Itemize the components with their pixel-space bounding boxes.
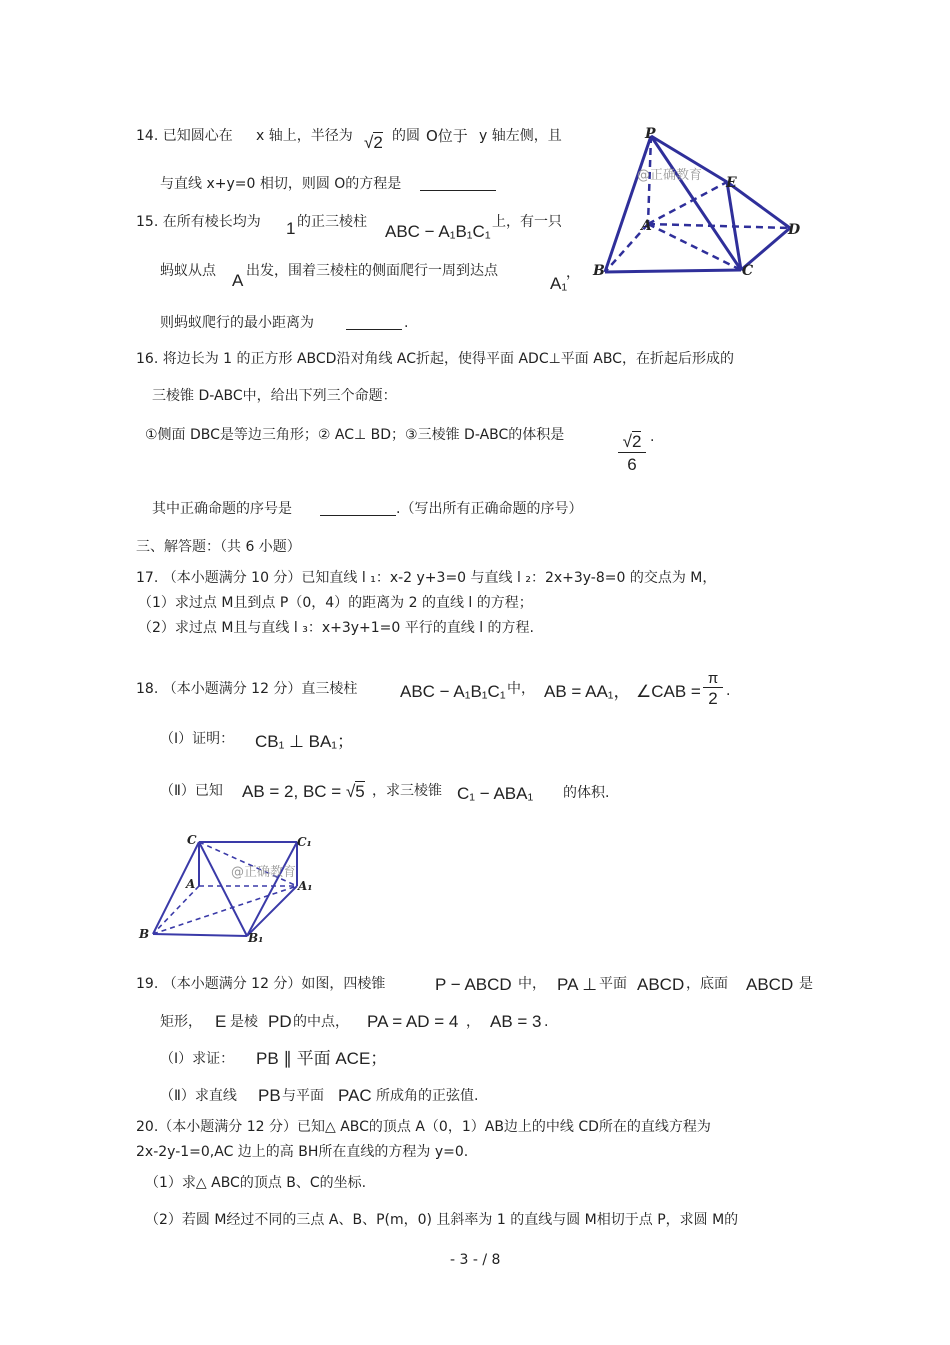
- q18-part2-label: （Ⅱ）已知: [160, 783, 223, 799]
- q14-text-e: y 轴左侧，且: [479, 128, 562, 144]
- q15-text-c: 上，有一只: [492, 214, 562, 230]
- q17-line1: 17. （本小题满分 10 分）已知直线 l ₁：x-2 y+3=0 与直线 l ₂：2x+3y-8=0 的交点为 M，: [136, 570, 717, 586]
- q20-line1: 20.（本小题满分 12 分）已知△ ABC的顶点 A（0，1）AB边上的中线 CD所在的直线方程为: [136, 1119, 711, 1135]
- q17-line3: （2）求过点 M且与直线 l ₃：x+3y+1=0 平行的直线 l 的方程.: [138, 620, 535, 636]
- q19-text-f: 矩形，: [160, 1014, 202, 1030]
- q19-part2-text-b: 与平面: [282, 1088, 324, 1104]
- q15-point-a: A: [232, 271, 244, 290]
- q16-answer-blank: [320, 503, 396, 516]
- q18-part2-text: ，求三棱锥: [372, 783, 442, 799]
- q16-volume-fraction: √2 6: [618, 432, 646, 477]
- q19-ab: AB = 3: [490, 1012, 542, 1031]
- q19-text-b: 中，: [518, 976, 546, 992]
- q14-text-a: 14. 已知圆心在: [136, 128, 233, 144]
- q19-pa-ad: PA = AD = 4: [367, 1012, 459, 1031]
- q15-text-a: 15. 在所有棱长均为: [136, 214, 261, 230]
- pyramid-label-p: P: [645, 126, 656, 142]
- prism-label-c1: C₁: [297, 835, 312, 849]
- pyramid-label-a: A: [641, 218, 652, 234]
- q15-point-a1: A₁: [550, 274, 568, 293]
- q15-comma: ，: [566, 265, 580, 281]
- q19-part2-text-c: 所成角的正弦值.: [376, 1088, 479, 1104]
- q16-line4-b: .（写出所有正确命题的序号）: [396, 501, 583, 517]
- q19-part2-label: （Ⅱ）求直线: [160, 1088, 237, 1104]
- q16-line2: 三棱锥 D-ABC中，给出下列三个命题：: [152, 388, 397, 404]
- prism-label-c: C: [187, 833, 197, 847]
- q19-text-h: 的中点，: [293, 1014, 349, 1030]
- prism-label-b1: B₁: [248, 931, 264, 945]
- pyramid-label-c: C: [742, 263, 754, 279]
- q19-pyramid: P − ABCD: [435, 975, 512, 994]
- q19-part2-pac: PAC: [338, 1086, 372, 1105]
- q18-pi-over-2: π 2: [703, 670, 723, 709]
- pyramid-watermark: @正确教育: [637, 168, 703, 183]
- q18-equality: AB = AA₁，: [544, 682, 631, 701]
- q14-answer-blank: [420, 178, 496, 191]
- q18-part2-pyramid: C₁ − ABA₁: [457, 784, 534, 803]
- q18-angle: ∠CAB =: [636, 682, 701, 701]
- q17-line2: （1）求过点 M且到点 P（0，4）的距离为 2 的直线 l 的方程；: [138, 595, 533, 611]
- pyramid-label-d: D: [788, 222, 801, 238]
- q16-line1: 16. 将边长为 1 的正方形 ABCD沿对角线 AC折起，使得平面 ADC⊥平面 ABC，在折起后形成的: [136, 351, 734, 367]
- pyramid-figure: [585, 122, 810, 282]
- q15-text-b: 的正三棱柱: [297, 214, 367, 230]
- q19-text-e: 是: [799, 976, 813, 992]
- q18-part2-expr: AB = 2, BC = √5: [242, 782, 365, 801]
- q16-line3: ①侧面 DBC是等边三角形；② AC⊥ BD；③三棱锥 D-ABC的体积是: [145, 427, 565, 443]
- q15-text-e: 出发，围着三棱柱的侧面爬行一周到达点: [246, 263, 498, 279]
- q14-text-d: O位于: [426, 127, 468, 145]
- pyramid-label-e: E: [726, 175, 737, 191]
- q20-line2: 2x-2y-1=0,AC 边上的高 BH所在直线的方程为 y=0.: [136, 1144, 469, 1160]
- q19-part1-expr: PB ∥ 平面 ACE；: [256, 1049, 388, 1068]
- q18-dot: .: [726, 683, 731, 699]
- q18-text-a: 18. （本小题满分 12 分）直三棱柱: [136, 681, 358, 697]
- q15-dot: .: [404, 315, 409, 331]
- q15-answer-blank: [346, 317, 402, 330]
- q19-pd: PD: [268, 1012, 292, 1031]
- q19-text-a: 19. （本小题满分 12 分）如图，四棱锥: [136, 976, 386, 992]
- q15-text-d: 蚂蚁从点: [160, 263, 216, 279]
- q18-text-b: 中，: [507, 681, 535, 697]
- q16-line4-a: 其中正确命题的序号是: [152, 501, 292, 517]
- section-title: 三、解答题：（共 6 小题）: [136, 539, 301, 555]
- q18-part1-expr: CB₁ ⊥ BA₁；: [255, 732, 355, 751]
- q19-dot: .: [544, 1014, 549, 1030]
- q15-edge-length: 1: [286, 219, 296, 238]
- q20-line4: （2）若圆 M经过不同的三点 A、B、P(m，0) 且斜率为 1 的直线与圆 M相切于点 P，求圆 M的: [145, 1212, 739, 1228]
- q20-line3: （1）求△ ABC的顶点 B、C的坐标.: [145, 1175, 367, 1191]
- q18-part2-end: 的体积.: [563, 785, 610, 801]
- q19-text-d: ，底面: [686, 976, 728, 992]
- q19-part2-pb: PB: [258, 1086, 281, 1105]
- q15-prism: ABC − A₁B₁C₁: [385, 222, 491, 241]
- q19-part1-label: （Ⅰ）求证：: [160, 1051, 235, 1067]
- page-number: - 3 - / 8: [450, 1252, 501, 1268]
- q19-point-e: E: [215, 1012, 227, 1031]
- prism-label-a: A: [186, 877, 196, 891]
- pyramid-label-b: B: [593, 263, 605, 279]
- q19-text-g: 是棱: [230, 1014, 258, 1030]
- q18-part1-label: （Ⅰ）证明：: [160, 731, 235, 747]
- q19-comma: ，: [466, 1014, 480, 1030]
- q14-text-c: 的圆: [392, 128, 420, 144]
- q19-pa-perp: PA ⊥: [557, 975, 598, 994]
- prism-figure: [135, 828, 315, 950]
- q15-text-f: 则蚂蚁爬行的最小距离为: [160, 315, 314, 331]
- prism-label-b: B: [139, 927, 150, 941]
- q19-text-c: 平面: [599, 976, 627, 992]
- q19-abcd: ABCD: [637, 975, 685, 994]
- prism-watermark: @正确教育: [231, 865, 297, 880]
- q19-abcd-base: ABCD: [746, 975, 794, 994]
- q14-text-b: x 轴上，半径为: [256, 128, 353, 144]
- q16-dot: .: [650, 429, 655, 445]
- q14-sqrt2: √2: [364, 133, 383, 152]
- q18-prism: ABC − A₁B₁C₁: [400, 682, 506, 701]
- q14-text-f: 与直线 x+y=0 相切，则圆 O的方程是: [160, 176, 402, 192]
- prism-label-a1: A₁: [298, 879, 313, 893]
